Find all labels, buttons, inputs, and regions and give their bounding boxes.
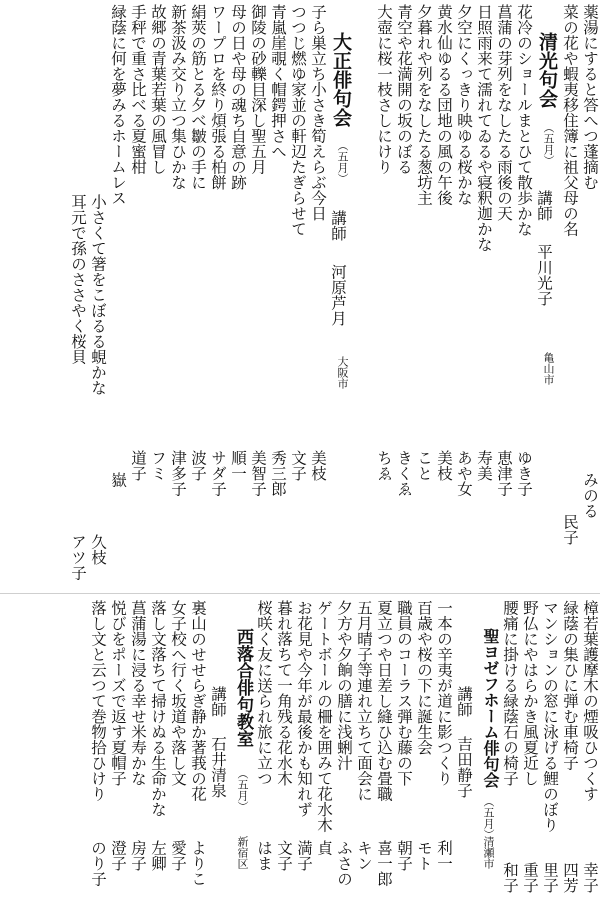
author: キン xyxy=(355,840,373,871)
col-haiku xyxy=(128,600,148,900)
col-haiku xyxy=(254,600,274,900)
author: のり子 xyxy=(89,840,107,887)
col-heading-teacher xyxy=(208,600,228,900)
haiku-text: 桜咲く友に送られ旅に立つ xyxy=(255,600,273,786)
author: よりこ xyxy=(189,840,207,887)
col-haiku xyxy=(168,4,188,590)
col-haiku xyxy=(540,600,560,900)
author: 貞 xyxy=(315,840,333,856)
col-haiku xyxy=(454,4,474,590)
author: 朝子 xyxy=(395,840,413,871)
upper-section xyxy=(0,4,600,590)
haiku-text: 大壺に桜一枝さしにけり xyxy=(375,4,393,175)
author: 嶽 xyxy=(109,472,127,488)
haiku-text: 百歳や桜の下に誕生会 xyxy=(415,600,433,755)
haiku-text: 女子校へ行く坂道や落し文 xyxy=(169,600,187,786)
place-label: 亀山市 xyxy=(542,352,555,385)
author: サダ子 xyxy=(209,450,227,497)
haiku-text: 母の日や母の魂ち自意の跡 xyxy=(229,4,247,190)
author: 道子 xyxy=(129,450,147,481)
col-haiku xyxy=(474,4,494,590)
col-haiku xyxy=(274,600,294,900)
place-label: 清瀬市 xyxy=(482,836,495,869)
haiku-text: 夕空にくっきり映ゆる桜かな xyxy=(455,4,473,206)
haiku-text: 一本の辛夷が道に影つくり xyxy=(435,600,453,786)
haiku-text: 暮れ落ちて一角残る花水木 xyxy=(275,600,293,786)
haiku-text: 野仏にやはらかき風夏近し xyxy=(521,600,539,786)
col-haiku xyxy=(188,4,208,590)
haiku-text: 裏山のせせらぎ静か著莪の花 xyxy=(189,600,207,802)
author: 文子 xyxy=(289,450,307,481)
author: アツ子 xyxy=(69,534,87,581)
teacher-name: 河原芦月 xyxy=(329,264,347,326)
col-haiku xyxy=(374,4,394,590)
col-haiku xyxy=(520,600,540,900)
col-haiku xyxy=(354,600,374,900)
author: 幸子 xyxy=(581,862,599,893)
author: 久枝 xyxy=(89,534,107,565)
col-haiku xyxy=(208,4,228,590)
author: 美枝 xyxy=(309,450,327,481)
author: 順一 xyxy=(229,450,247,481)
author: 四芳 xyxy=(561,862,579,893)
group-month: （五月） xyxy=(236,768,249,812)
col-haiku xyxy=(108,4,128,590)
haiku-text: 故郷の青葉若葉の風冒し xyxy=(149,4,167,175)
col-haiku xyxy=(394,600,414,900)
teacher-label: 講師 xyxy=(535,190,553,221)
col-haiku xyxy=(434,4,454,590)
haiku-text: 夕暮れや列をなしたる葱坊主 xyxy=(415,4,433,206)
group-title: 聖ヨゼフホーム俳句会 xyxy=(481,628,500,788)
author: モト xyxy=(415,840,433,871)
group-month: （五月） xyxy=(336,140,349,184)
group-month: （五月） xyxy=(542,122,555,166)
haiku-text: 御陵の砂轢目深し聖五月 xyxy=(249,4,267,175)
haiku-text: 日照雨来て濡れてゐるや寝釈迦かな xyxy=(475,4,493,252)
col-haiku xyxy=(394,4,414,590)
author: みのる xyxy=(581,472,599,519)
haiku-text: 手秤で重さ比べる夏蜜柑 xyxy=(129,4,147,175)
haiku-text: ゲートボールの柵を囲みて花水木 xyxy=(315,600,333,833)
author: 里子 xyxy=(541,862,559,893)
haiku-text: 落し文落ちて掃けぬる生命かな xyxy=(149,600,167,817)
haiku-text: ワープロを終り煩張る柏餅 xyxy=(209,4,227,190)
lower-section xyxy=(0,600,600,900)
col-spacer xyxy=(354,4,374,590)
haiku-text: 五月晴子等連れ立ちて面会に xyxy=(355,600,373,802)
group-title: 清光句会 xyxy=(536,32,558,108)
haiku-text: マンションの窓に泳げる鯉のぼり xyxy=(541,600,559,833)
haiku-text: 青空や花満開の坂のぼる xyxy=(395,4,413,175)
author: 和子 xyxy=(501,862,519,893)
author: ふさの xyxy=(335,840,353,887)
col-haiku xyxy=(188,600,208,900)
col-haiku xyxy=(308,4,328,590)
haiku-text: 職員のコーラス弾む藤の下 xyxy=(395,600,413,786)
haiku-text: 新茶汲み交り立つ集ひかな xyxy=(169,4,187,190)
place-label: 新宿区 xyxy=(236,836,249,869)
author: ゆき子 xyxy=(515,450,533,497)
haiku-text: 小さくて箸をこぼるる蜆かな xyxy=(89,194,107,396)
author: あや女 xyxy=(455,450,473,497)
author: 利一 xyxy=(435,840,453,871)
col-haiku xyxy=(494,4,514,590)
col-haiku xyxy=(294,600,314,900)
haiku-text: 絹莢の筋とる夕べ皺の手に xyxy=(189,4,207,190)
haiku-text: 黄水仙ゆるる団地の風の午後 xyxy=(435,4,453,206)
col-heading-teacher xyxy=(454,600,474,900)
col-haiku xyxy=(414,4,434,590)
col-heading xyxy=(534,4,560,590)
teacher-name: 吉田静子 xyxy=(455,736,473,798)
teacher-label: 講師 xyxy=(329,210,347,241)
haiku-text: 落し文と云つて巻物拾ひけり xyxy=(89,600,107,802)
author: こと xyxy=(415,450,433,481)
col-haiku xyxy=(580,4,600,590)
col-heading xyxy=(328,4,354,590)
author: 秀三郎 xyxy=(269,450,287,497)
section-divider xyxy=(0,593,600,594)
author: フミ xyxy=(149,450,167,481)
teacher-label: 講師 xyxy=(209,686,227,717)
author: 民子 xyxy=(561,514,579,545)
haiku-text: 樟若葉護摩木の煙吸ひつくす xyxy=(581,600,599,802)
author: 重子 xyxy=(521,862,539,893)
col-haiku xyxy=(414,600,434,900)
col-haiku xyxy=(168,600,188,900)
col-haiku xyxy=(88,600,108,900)
haiku-text: 緑蔭に何を夢みるホームレス xyxy=(109,4,127,206)
col-haiku xyxy=(374,600,394,900)
col-haiku xyxy=(68,4,88,590)
author: 左卿 xyxy=(149,840,167,871)
author: 澄子 xyxy=(109,840,127,871)
haiku-text: 緑蔭の集ひに弾む車椅子 xyxy=(561,600,579,771)
col-haiku xyxy=(128,4,148,590)
haiku-text: 薬湯にすると答へつ蓬摘む xyxy=(581,4,599,190)
col-haiku xyxy=(334,600,354,900)
haiku-text: 悦びをポーズで返す夏帽子 xyxy=(109,600,127,786)
haiku-text: 腰痛に掛ける緑蔭石の椅子 xyxy=(501,600,519,786)
col-heading xyxy=(228,600,254,900)
author: 美枝 xyxy=(435,450,453,481)
author: きくゑ xyxy=(395,450,413,497)
col-haiku xyxy=(434,600,454,900)
author: はま xyxy=(255,840,273,871)
teacher-name: 平川光子 xyxy=(535,244,553,306)
author: 恵津子 xyxy=(495,450,513,497)
author: 喜一郎 xyxy=(375,840,393,887)
haiku-text: 花冷のショールまとひて散歩かな xyxy=(515,4,533,237)
col-haiku xyxy=(500,600,520,900)
group-title: 西落合俳句教室 xyxy=(233,628,253,747)
col-haiku xyxy=(560,4,580,590)
haiku-text: 青嵐崖覗く帽鍔押さへ xyxy=(269,4,287,159)
haiku-text: 耳元で孫のささやく桜貝 xyxy=(69,194,87,365)
author: 文子 xyxy=(275,840,293,871)
col-haiku xyxy=(228,4,248,590)
haiku-text: お花見や今年が最後かも知れず xyxy=(295,600,313,817)
haiku-text: つつじ燃ゆ家並の軒辺たぎらせて xyxy=(289,4,307,237)
haiku-text: 菜の花や蝦夷移住簿に祖父母の名 xyxy=(561,4,579,237)
author: 寿美 xyxy=(475,450,493,481)
haiku-text: 夏立つや日差し縫ひ込む畳職 xyxy=(375,600,393,802)
col-haiku xyxy=(148,4,168,590)
col-heading xyxy=(474,600,500,900)
author: 波子 xyxy=(189,450,207,481)
teacher-name: 石井清泉 xyxy=(209,736,227,798)
col-haiku xyxy=(314,600,334,900)
col-haiku xyxy=(288,4,308,590)
author: 津多子 xyxy=(169,450,187,497)
col-haiku xyxy=(514,4,534,590)
author: 美智子 xyxy=(249,450,267,497)
col-haiku xyxy=(148,600,168,900)
group-title: 大正俳句会 xyxy=(330,32,352,127)
group-month: （五月） xyxy=(482,796,495,840)
col-haiku xyxy=(580,600,600,900)
haiku-text: 菖蒲湯に浸る幸せ米寿かな xyxy=(129,600,147,786)
haiku-text: 夕方や夕餉の膳に浅蜊汁 xyxy=(335,600,353,771)
place-label: 大阪市 xyxy=(336,356,349,389)
author: ちゑ xyxy=(375,450,393,481)
col-haiku xyxy=(108,600,128,900)
author: 愛子 xyxy=(169,840,187,871)
author: 満子 xyxy=(295,840,313,871)
haiku-text: 菖蒲の芽列をなしたる雨後の天 xyxy=(495,4,513,221)
teacher-label: 講師 xyxy=(455,686,473,717)
col-haiku xyxy=(248,4,268,590)
col-haiku xyxy=(268,4,288,590)
col-haiku xyxy=(560,600,580,900)
col-haiku xyxy=(88,4,108,590)
haiku-text: 子ら巣立ち小さき筍えらぶ今日 xyxy=(309,4,327,221)
author: 房子 xyxy=(129,840,147,871)
